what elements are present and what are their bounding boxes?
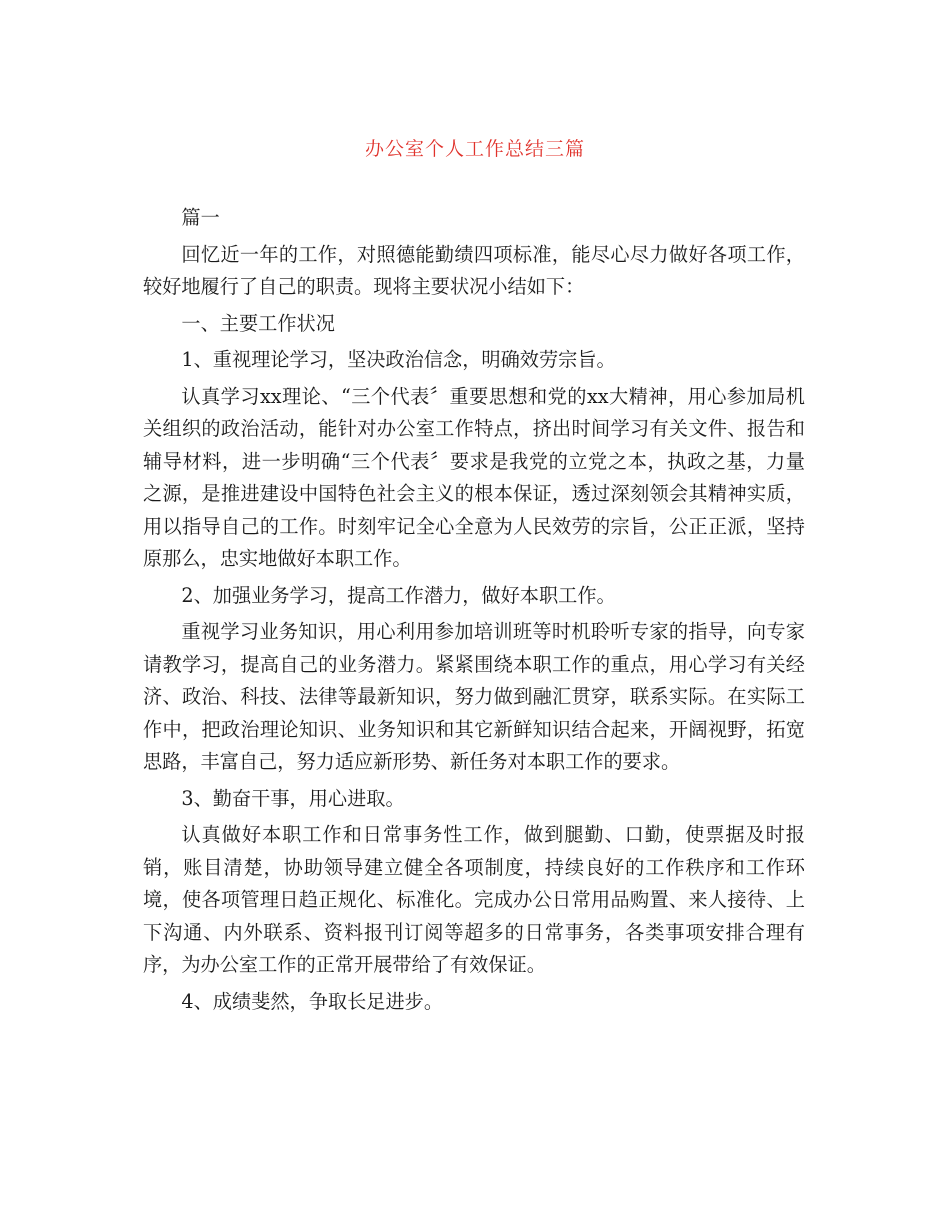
paragraph: 认真学习xx理论、“三个代表〞重要思想和党的xx大精神，用心参加局机关组织的政治活动，能针对办公室工作特点，挤出时间学习有关文件、报告和辅导材料，进一步明确“三个代表〞要求是我党的立党之本，执政之基，力量之源，是推进建设中国特色社会主义的根本保证，透过深刻领会其精神实质，用以指导自己的工作。时刻牢记全心全意为人民效劳的宗旨，公正正派，坚持原那么，忠实地做好本职工作。 bbox=[143, 384, 805, 570]
subsection-heading: 一、主要工作状况 bbox=[181, 311, 335, 335]
paragraph: 回忆近一年的工作，对照德能勤绩四项标准，能尽心尽力做好各项工作，较好地履行了自己的职责。现将主要状况小结如下： bbox=[143, 242, 805, 298]
item-heading: 1、重视理论学习，坚决政治信念，明确效劳宗旨。 bbox=[181, 348, 616, 371]
section-heading: 篇一 bbox=[181, 206, 220, 229]
item-heading: 2、加强业务学习，提高工作潜力，做好本职工作。 bbox=[181, 583, 616, 607]
document-body bbox=[143, 202, 805, 1022]
document-title: 办公室个人工作总结三篇 bbox=[364, 138, 585, 160]
item-heading: 3、勤奋干事，用心进取。 bbox=[181, 786, 405, 810]
item-heading: 4、成绩斐然，争取长足进步。 bbox=[181, 989, 444, 1013]
paragraph: 重视学习业务知识，用心利用参加培训班等时机聆听专家的指导，向专家请教学习，提高自己的业务潜力。紧紧围绕本职工作的重点，用心学习有关经济、政治、科技、法律等最新知识，努力做到融汇贯穿，联系实际。在实际工作中，把政治理论知识、业务知识和其它新鲜知识结合起来，开阔视野，拓宽思路，丰富自己，努力适应新形势、新任务对本职工作的要求。 bbox=[143, 620, 805, 773]
paragraph: 认真做好本职工作和日常事务性工作，做到腿勤、口勤，使票据及时报销，账目清楚，协助领导建立健全各项制度，持续良好的工作秩序和工作环境，使各项管理日趋正规化、标准化。完成办公日常用品购置、来人接待、上下沟通、内外联系、资料报刊订阅等超多的日常事务，各类事项安排合理有序，为办公室工作的正常开展带给了有效保证。 bbox=[143, 823, 805, 976]
